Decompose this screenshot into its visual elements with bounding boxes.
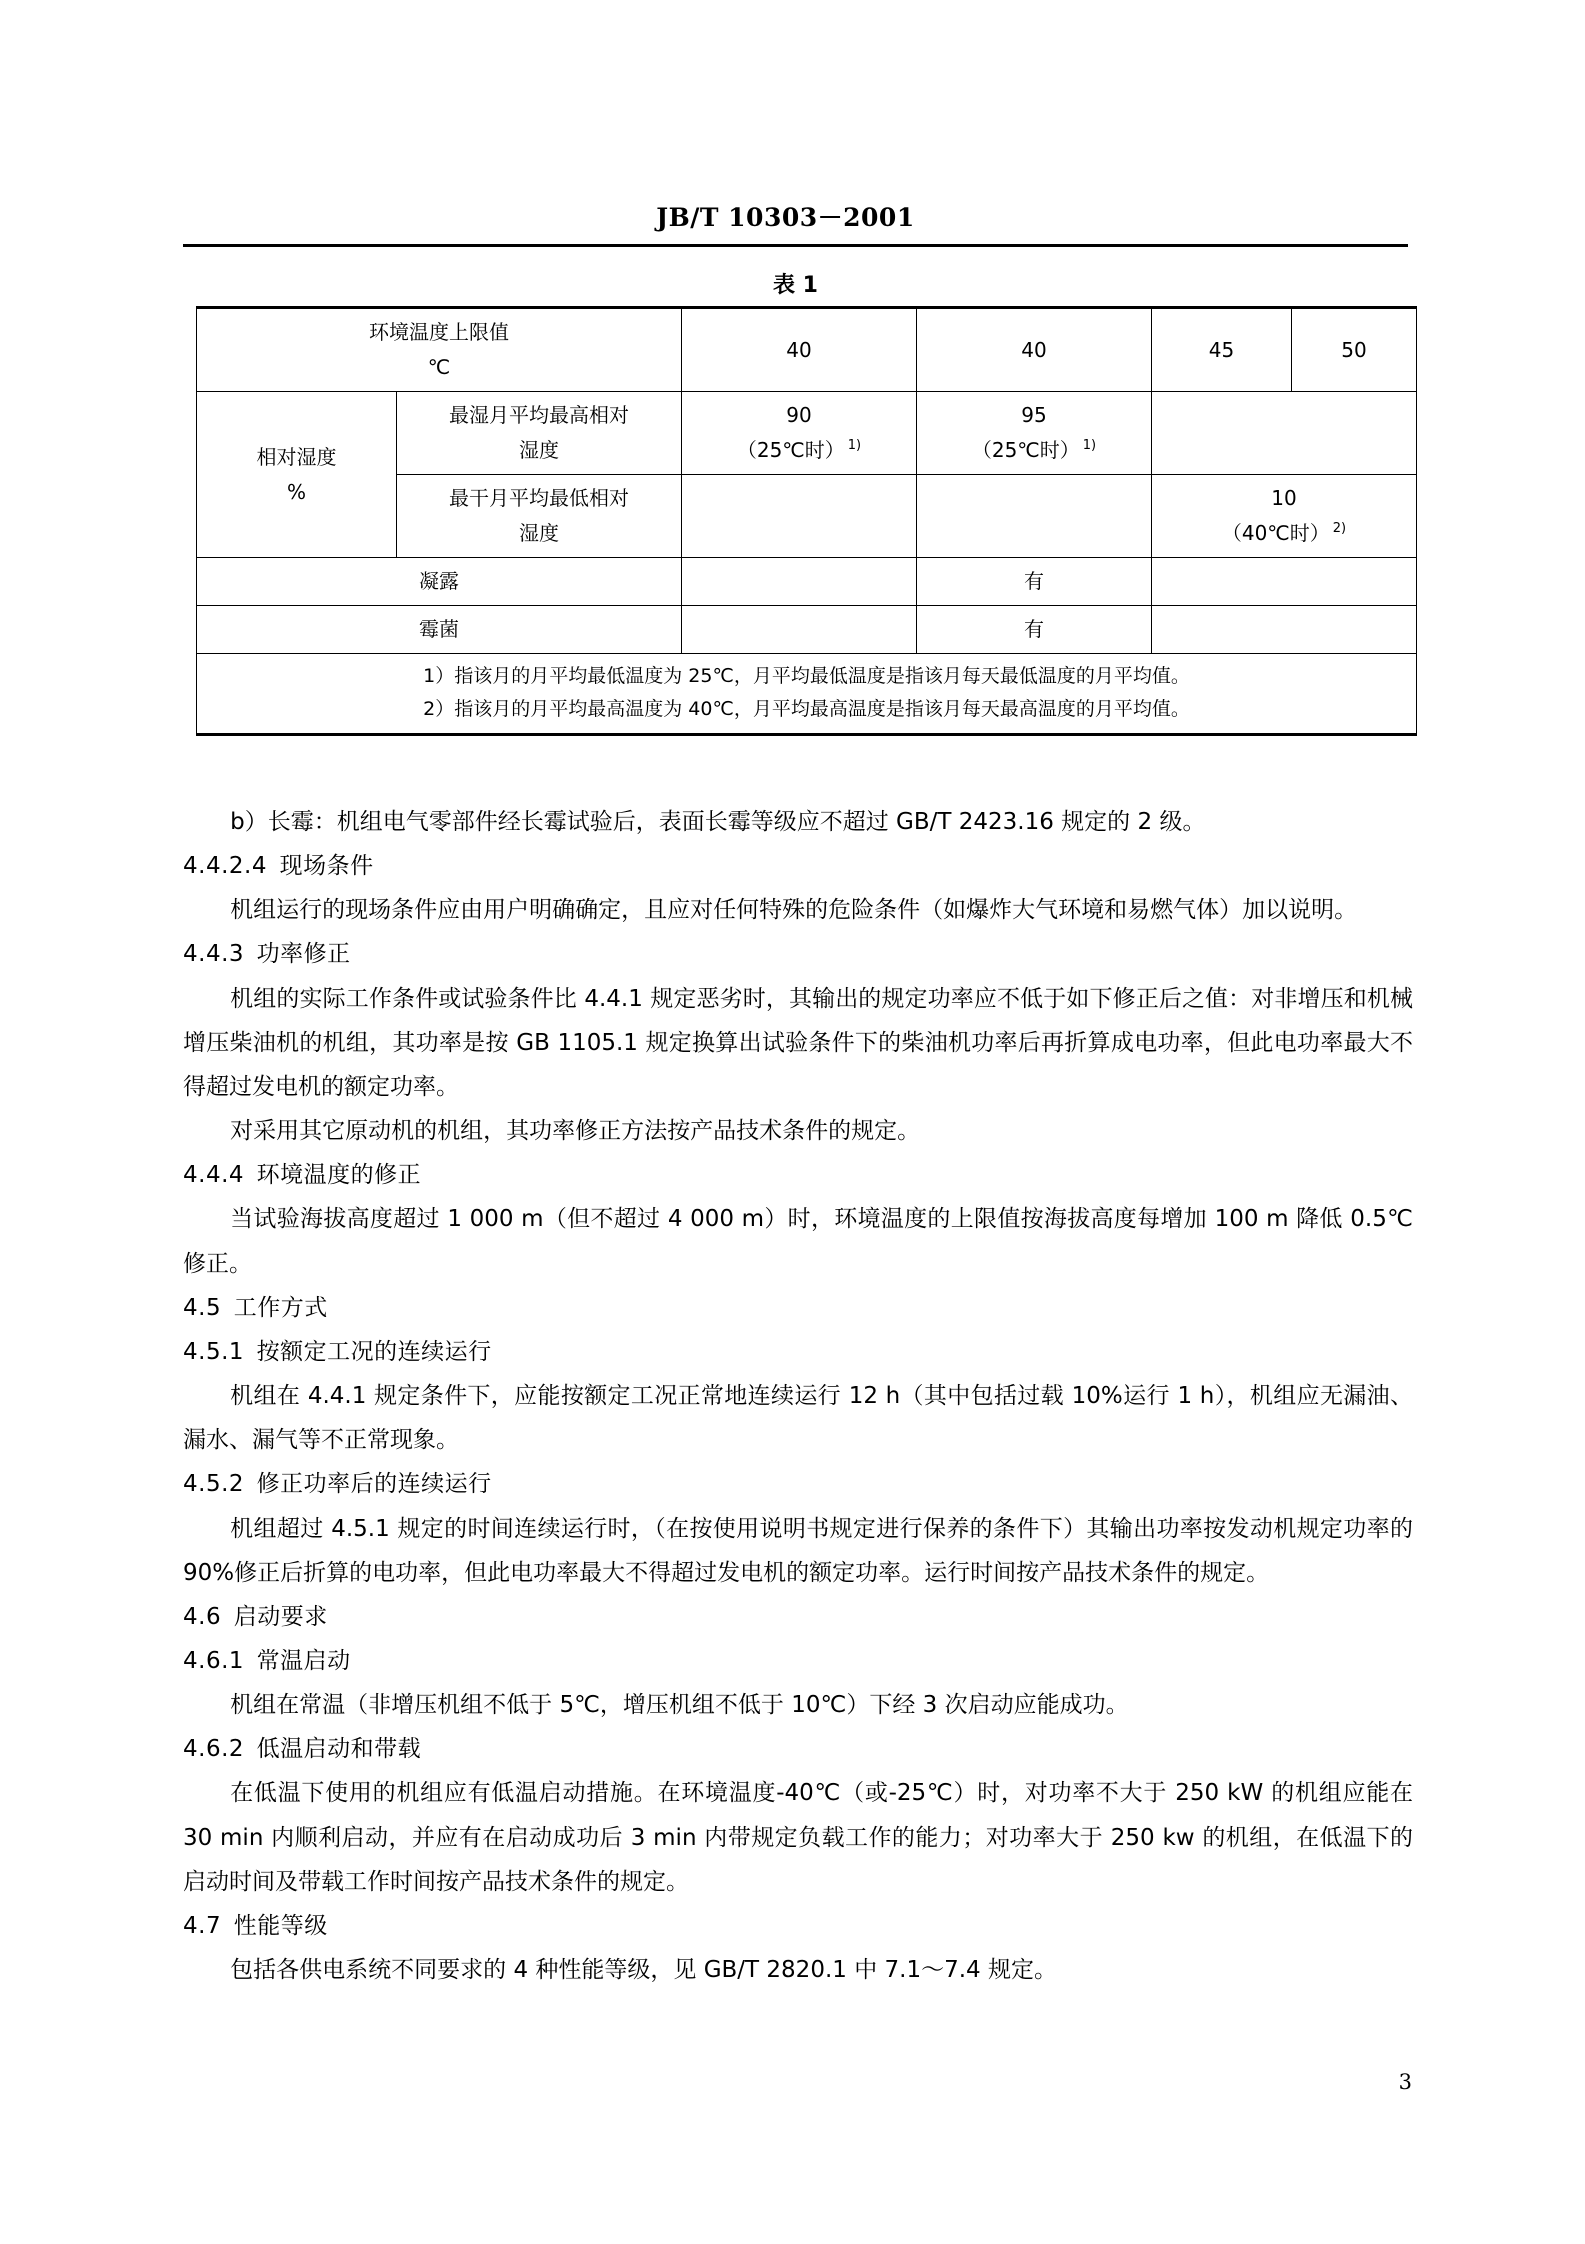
paragraph-4-4-2-4-text: 机组运行的现场条件应由用户明确确定，且应对任何特殊的危险条件（如爆炸大气环境和易燃气体）加以说明。 <box>230 897 1358 924</box>
cell-humidity-wettest-value-2 <box>917 392 1152 475</box>
humidity-wettest-value-2-condition <box>921 433 1147 468</box>
cell-humidity-wettest-value-3 <box>1152 392 1417 475</box>
cell-ambient-temperature-label <box>197 308 682 392</box>
driest-month-label-line1: 最干月平均最低相对 <box>449 486 629 510</box>
heading-4-5-1 <box>183 1330 1413 1374</box>
heading-4-6-2-title: 低温启动和带载 <box>256 1736 422 1763</box>
ambient-temperature-label-unit: ℃ <box>427 355 451 379</box>
heading-4-4-4-number: 4.4.4 <box>183 1162 245 1189</box>
heading-4-7 <box>183 1904 1413 1948</box>
humidity-wettest-value-1-number: 90 <box>786 403 812 427</box>
table-row-condensation <box>197 558 1417 606</box>
paragraph-4-7-text: 包括各供电系统不同要求的 4 种性能等级，见 GB/T 2820.1 中 7.1～7.4 规定。 <box>230 1957 1057 1984</box>
table-footnote-1: 1）指该月的月平均最低温度为 25℃，月平均最低温度是指该月每天最低温度的月平均值。 <box>423 665 1190 687</box>
page-header <box>183 198 1408 247</box>
heading-4-7-title: 性能等级 <box>233 1912 328 1939</box>
paragraph-4-4-3-text-2: 对采用其它原动机的机组，其功率修正方法按产品技术条件的规定。 <box>230 1118 921 1145</box>
humidity-wettest-value-1-footnote-ref: 1) <box>847 438 862 454</box>
humidity-driest-value-3-footnote-ref: 2) <box>1332 521 1347 537</box>
paragraph-item-b-mould: b）长霉：机组电气零部件经长霉试验后，表面长霉等级应不超过 GB/T 2423.16 规定的 2 级。 <box>230 809 1206 835</box>
document-body <box>183 800 1413 1992</box>
cell-temp-value-2: 40 <box>917 308 1152 392</box>
cell-mould-blank-2 <box>1152 606 1417 654</box>
humidity-wettest-value-2-number: 95 <box>1021 403 1047 427</box>
cell-mould-blank-1 <box>682 606 917 654</box>
cell-condensation-value: 有 <box>917 558 1152 606</box>
cell-temp-value-3: 45 <box>1152 308 1292 392</box>
heading-4-5-2 <box>183 1462 1413 1506</box>
environment-conditions-table <box>196 306 1417 736</box>
cell-condensation-blank-1 <box>682 558 917 606</box>
page-number: 3 <box>1398 2070 1412 2094</box>
wettest-month-label-line1: 最湿月平均最高相对 <box>449 403 629 427</box>
cell-table-footnotes <box>197 654 1417 735</box>
paragraph-4-6-2-text: 在低温下使用的机组应有低温启动措施。在环境温度-40℃（或-25℃）时，对功率不大于 250 kW 的机组应能在 30 min 内顺利启动，并应有在启动成功后 3 min 内带规定负载工作的能力；对功率大于 250 kw 的机组，在低温下的启动时间及带载工作时间按产品技术条件的规定。 <box>183 1780 1413 1895</box>
heading-4-4-3-title: 功率修正 <box>256 941 351 968</box>
heading-4-6-1-number: 4.6.1 <box>183 1647 245 1674</box>
heading-4-4-2-4-number: 4.4.2.4 <box>183 853 267 880</box>
relative-humidity-label-unit: % <box>286 479 306 504</box>
heading-4-6 <box>183 1595 1413 1639</box>
table-row-footnotes <box>197 654 1417 735</box>
heading-4-5-2-title: 修正功率后的连续运行 <box>256 1471 492 1498</box>
table-row-ambient-temperature <box>197 308 1417 392</box>
paragraph-4-4-3-text-1: 机组的实际工作条件或试验条件比 4.4.1 规定恶劣时，其输出的规定功率应不低于如下修正后之值：对非增压和机械增压柴油机的机组，其功率是按 GB 1105.1 规定换算出试验条件下的柴油机功率后再折算成电功率，但此电功率最大不得超过发电机的额定功率。 <box>183 985 1413 1100</box>
cell-humidity-driest-value-3 <box>1152 475 1417 558</box>
humidity-driest-value-3-condition <box>1156 516 1412 551</box>
heading-4-4-4-title: 环境温度的修正 <box>256 1162 422 1189</box>
cell-mould-label: 霉菌 <box>197 606 682 654</box>
humidity-driest-value-3-number: 10 <box>1271 486 1297 510</box>
heading-4-6-2-number: 4.6.2 <box>183 1736 245 1763</box>
heading-4-5-title: 工作方式 <box>233 1294 328 1321</box>
cell-condensation-label: 凝露 <box>197 558 682 606</box>
cell-wettest-month-label <box>397 392 682 475</box>
paragraph-4-6-1-text: 机组在常温（非增压机组不低于 5℃，增压机组不低于 10℃）下经 3 次启动应能成功。 <box>230 1692 1129 1719</box>
paragraph-4-5-1-text: 机组在 4.4.1 规定条件下，应能按额定工况正常地连续运行 12 h（其中包括过载 10%运行 1 h），机组应无漏油、漏水、漏气等不正常现象。 <box>183 1383 1413 1454</box>
humidity-driest-value-3-condition-text: （40℃时） <box>1221 521 1330 545</box>
ambient-temperature-label-line1: 环境温度上限值 <box>369 320 509 344</box>
heading-4-6-2 <box>183 1727 1413 1771</box>
heading-4-5-2-number: 4.5.2 <box>183 1471 245 1498</box>
heading-4-6-title: 启动要求 <box>233 1603 328 1630</box>
document-standard-code: JB/T 10303－2001 <box>656 203 915 232</box>
heading-4-4-2-4 <box>183 844 1413 888</box>
cell-humidity-wettest-value-1 <box>682 392 917 475</box>
heading-4-4-4 <box>183 1153 1413 1197</box>
wettest-month-label-line2: 湿度 <box>519 438 559 462</box>
heading-4-6-number: 4.6 <box>183 1603 222 1630</box>
humidity-wettest-value-2-condition-text: （25℃时） <box>971 438 1080 462</box>
table-row-mould <box>197 606 1417 654</box>
heading-4-4-2-4-title: 现场条件 <box>279 853 374 880</box>
heading-4-6-1-title: 常温启动 <box>256 1647 351 1674</box>
cell-mould-value: 有 <box>917 606 1152 654</box>
cell-humidity-driest-value-2 <box>917 475 1152 558</box>
humidity-wettest-value-2-footnote-ref: 1) <box>1082 438 1097 454</box>
humidity-wettest-value-1-condition-text: （25℃时） <box>736 438 845 462</box>
heading-4-5-number: 4.5 <box>183 1294 222 1321</box>
cell-temp-value-1: 40 <box>682 308 917 392</box>
paragraph-4-4-4-text: 当试验海拔高度超过 1 000 m（但不超过 4 000 m）时，环境温度的上限值按海拔高度每增加 100 m 降低 0.5℃修正。 <box>183 1206 1413 1277</box>
cell-temp-value-4: 50 <box>1292 308 1417 392</box>
heading-4-5-1-title: 按额定工况的连续运行 <box>256 1338 492 1365</box>
heading-4-6-1 <box>183 1639 1413 1683</box>
cell-humidity-driest-value-1 <box>682 475 917 558</box>
header-divider-rule <box>183 244 1408 247</box>
relative-humidity-label-line1: 相对湿度 <box>256 444 337 469</box>
driest-month-label-line2: 湿度 <box>519 521 559 545</box>
heading-4-5 <box>183 1286 1413 1330</box>
heading-4-4-3-number: 4.4.3 <box>183 941 245 968</box>
heading-4-5-1-number: 4.5.1 <box>183 1338 245 1365</box>
cell-condensation-blank-2 <box>1152 558 1417 606</box>
heading-4-4-3 <box>183 932 1413 976</box>
cell-relative-humidity-label <box>197 392 397 558</box>
table-caption: 表 1 <box>773 273 818 298</box>
heading-4-7-number: 4.7 <box>183 1912 222 1939</box>
table-footnote-2: 2）指该月的月平均最高温度为 40℃，月平均最高温度是指该月每天最高温度的月平均值。 <box>423 698 1190 721</box>
paragraph-4-5-2-text: 机组超过 4.5.1 规定的时间连续运行时，（在按使用说明书规定进行保养的条件下）其输出功率按发动机规定功率的 90%修正后折算的电功率，但此电功率最大不得超过发电机的额定功率。运行时间按产品技术条件的规定。 <box>183 1515 1413 1586</box>
table-row-humidity-wettest <box>197 392 1417 475</box>
cell-driest-month-label <box>397 475 682 558</box>
humidity-wettest-value-1-condition <box>686 433 912 468</box>
